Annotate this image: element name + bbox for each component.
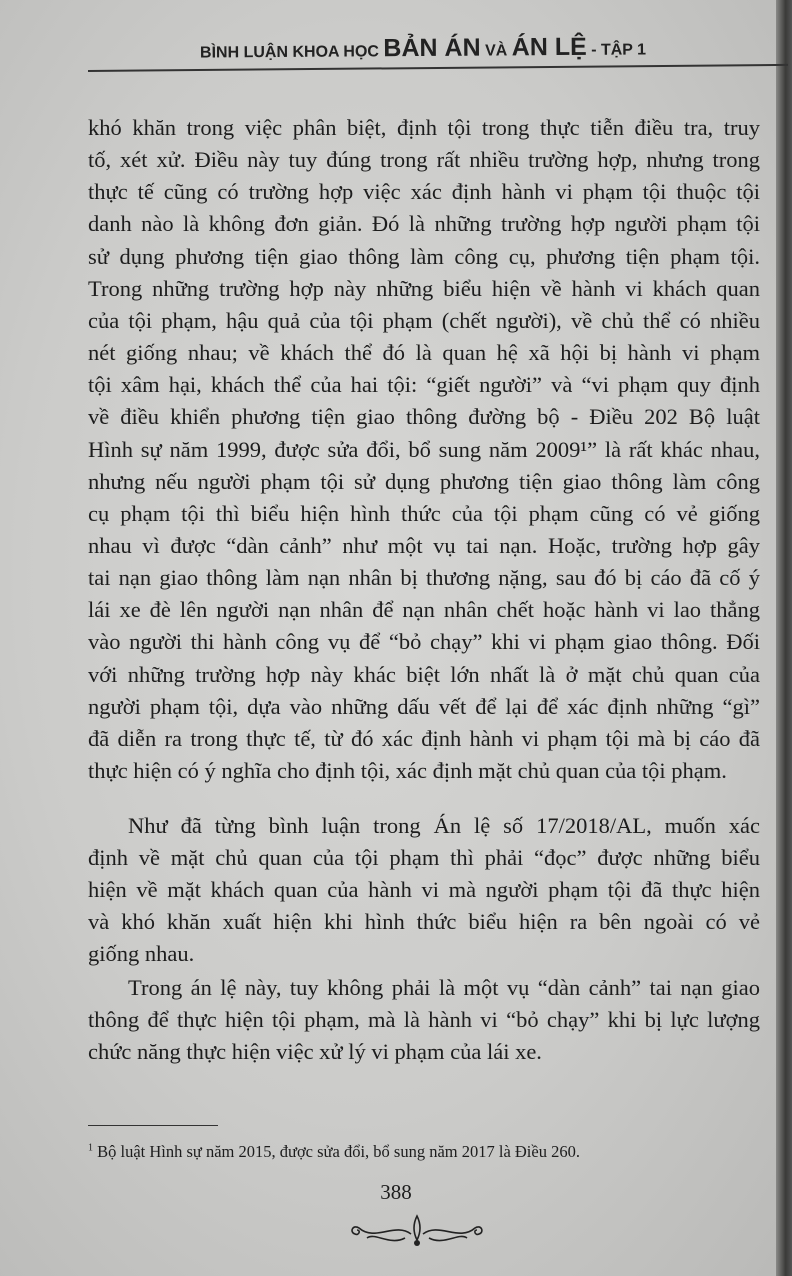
- next-page-edge: [776, 0, 792, 1276]
- header-title-1: BẢN ÁN: [383, 33, 481, 63]
- text-line: về điều khiển phương tiện giao thông đường bộ - Điều 202 Bộ luật: [88, 404, 760, 430]
- footnote: [88, 1142, 580, 1162]
- text-line: nét giống nhau; về khách thể đó là quan hệ xã hội bị hành vi phạm: [88, 340, 760, 366]
- text-line: của tội phạm, hậu quả của tội phạm (chết người), về chủ thể có nhiều: [88, 307, 760, 333]
- text-line: nhau vì được “dàn cảnh” như một vụ tai nạn. Hoặc, trường hợp gây: [88, 532, 760, 558]
- text-line: chức năng thực hiện việc xử lý vi phạm của lái xe.: [88, 1039, 542, 1064]
- text-line: hiện về mặt khách quan của hành vi mà người phạm tội đã thực hiện: [88, 877, 760, 903]
- text-line: và khó khăn xuất hiện khi hình thức biểu hiện ra bên ngoài có vẻ: [88, 909, 760, 935]
- text-line: thực hiện có ý nghĩa cho định tội, xác định mặt chủ quan của tội phạm.: [88, 758, 727, 783]
- text-line: nhưng nếu người phạm tội sử dụng phương tiện giao thông làm công: [88, 468, 760, 494]
- header-title-2: ÁN LỆ: [511, 32, 587, 62]
- text-line: lái xe đè lên người nạn nhân để nạn nhân chết hoặc hành vi lao thẳng: [88, 597, 760, 623]
- text-line: Như đã từng bình luận trong Án lệ số 17/2018/AL, muốn xác: [128, 813, 760, 838]
- text-line: tội xâm hại, khách thể của hai tội: “giết người” và “vi phạm quy định: [88, 372, 760, 398]
- text-line: sử dụng phương tiện giao thông làm công cụ, phương tiện phạm tội.: [88, 243, 760, 269]
- page-number: 388: [380, 1180, 412, 1204]
- text-line: với những trường hợp này khác biệt lớn nhất là ở mặt chủ quan của: [88, 661, 760, 687]
- text-line: khó khăn trong việc phân biệt, định tội trong thực tiễn điều tra, truy: [88, 115, 760, 140]
- text-line: Trong án lệ này, tuy không phải là một vụ “dàn cảnh” tai nạn giao: [128, 975, 760, 1000]
- text-line: thông để thực hiện tội phạm, mà là hành vi “bỏ chạy” khi bị lực lượng: [88, 1007, 760, 1032]
- header-series: BÌNH LUẬN KHOA HỌC: [199, 43, 384, 62]
- header-volume: - TẬP 1: [586, 41, 647, 59]
- text-line: cụ phạm tội thì biểu hiện hình thức của tội phạm cũng có vẻ giống: [88, 500, 760, 526]
- text-line: tố, xét xử. Điều này tuy đúng trong rất nhiều trường hợp, nhưng trong: [88, 147, 760, 173]
- footnote-text: Bộ luật Hình sự năm 2015, được sửa đổi, bổ sung năm 2017 là Điều 260.: [93, 1142, 580, 1161]
- footnote-rule: [88, 1125, 218, 1126]
- text-line: giống nhau.: [88, 941, 195, 967]
- text-line: danh nào là không đơn giản. Đó là những trường hợp người phạm tội: [88, 211, 760, 237]
- text-line: người phạm tội, dựa vào những dấu vết để lại để xác định những “gì”: [88, 693, 760, 719]
- header-conj: VÀ: [480, 42, 512, 60]
- text-line: vào người thi hành công vụ để “bỏ chạy” khi vi phạm giao thông. Đối: [88, 629, 760, 655]
- text-line: thực tế cũng có trường hợp việc xác định hành vi phạm tội thuộc tội: [88, 179, 760, 205]
- text-line: tai nạn giao thông làm nạn nhân bị thương nặng, sau đó bị cáo đã cố ý: [88, 565, 760, 591]
- ornament-icon: [345, 1212, 490, 1248]
- text-line: định về mặt chủ quan của tội phạm thì phải “đọc” được những biểu: [88, 845, 760, 871]
- footnote-mark: 1: [88, 1142, 93, 1154]
- text-line: Trong những trường hợp này những biểu hiện về hành vi khách quan: [88, 275, 760, 301]
- text-line: Hình sự năm 1999, được sửa đổi, bổ sung năm 2009¹” là rất khác nhau,: [88, 436, 760, 462]
- text-line: đã diễn ra trong thực tế, từ đó xác định hành vi phạm tội mà bị cáo đã: [88, 725, 760, 751]
